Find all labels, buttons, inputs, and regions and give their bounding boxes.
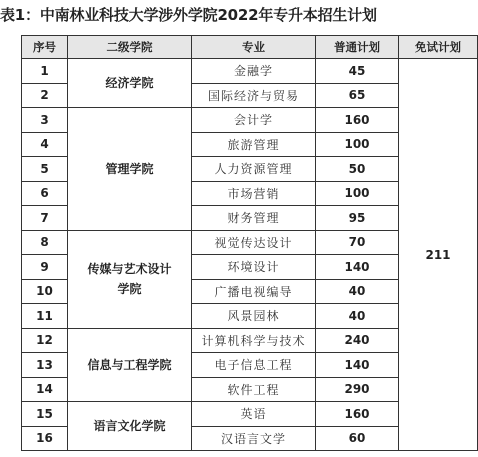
major-cell: 电子信息工程 bbox=[192, 353, 316, 378]
exempt-total-cell: 211 bbox=[399, 59, 478, 451]
row-no: 14 bbox=[22, 377, 68, 402]
major-cell: 国际经济与贸易 bbox=[192, 83, 316, 108]
plan-cell: 160 bbox=[316, 108, 399, 133]
major-cell: 软件工程 bbox=[192, 377, 316, 402]
major-cell: 广播电视编导 bbox=[192, 279, 316, 304]
college-cell: 语言文化学院 bbox=[68, 402, 192, 451]
row-no: 10 bbox=[22, 279, 68, 304]
major-cell: 会计学 bbox=[192, 108, 316, 133]
college-cell: 传媒与艺术设计学院 bbox=[68, 230, 192, 328]
plan-cell: 95 bbox=[316, 206, 399, 231]
row-no: 3 bbox=[22, 108, 68, 133]
row-no: 4 bbox=[22, 132, 68, 157]
plan-cell: 40 bbox=[316, 279, 399, 304]
row-no: 13 bbox=[22, 353, 68, 378]
row-no: 1 bbox=[22, 59, 68, 84]
major-cell: 财务管理 bbox=[192, 206, 316, 231]
major-cell: 汉语言文学 bbox=[192, 426, 316, 451]
row-no: 5 bbox=[22, 157, 68, 182]
header-regular-plan: 普通计划 bbox=[316, 36, 399, 59]
plan-cell: 140 bbox=[316, 353, 399, 378]
major-cell: 风景园林 bbox=[192, 304, 316, 329]
plan-cell: 40 bbox=[316, 304, 399, 329]
enrollment-plan-table bbox=[21, 35, 478, 451]
plan-cell: 100 bbox=[316, 181, 399, 206]
row-no: 8 bbox=[22, 230, 68, 255]
plan-cell: 60 bbox=[316, 426, 399, 451]
major-cell: 视觉传达设计 bbox=[192, 230, 316, 255]
major-cell: 计算机科学与技术 bbox=[192, 328, 316, 353]
header-major: 专业 bbox=[192, 36, 316, 59]
header-row bbox=[22, 36, 478, 59]
row-no: 16 bbox=[22, 426, 68, 451]
plan-cell: 240 bbox=[316, 328, 399, 353]
plan-cell: 70 bbox=[316, 230, 399, 255]
plan-cell: 290 bbox=[316, 377, 399, 402]
row-no: 11 bbox=[22, 304, 68, 329]
plan-cell: 140 bbox=[316, 255, 399, 280]
table-row bbox=[22, 59, 478, 84]
row-no: 6 bbox=[22, 181, 68, 206]
row-no: 7 bbox=[22, 206, 68, 231]
college-cell: 信息与工程学院 bbox=[68, 328, 192, 402]
major-cell: 旅游管理 bbox=[192, 132, 316, 157]
major-cell: 环境设计 bbox=[192, 255, 316, 280]
header-no: 序号 bbox=[22, 36, 68, 59]
major-cell: 市场营销 bbox=[192, 181, 316, 206]
plan-cell: 65 bbox=[316, 83, 399, 108]
header-exempt-plan: 免试计划 bbox=[399, 36, 478, 59]
major-cell: 人力资源管理 bbox=[192, 157, 316, 182]
plan-cell: 45 bbox=[316, 59, 399, 84]
table-title: 表1：中南林业科技大学涉外学院2022年专升本招生计划 bbox=[0, 6, 377, 24]
row-no: 15 bbox=[22, 402, 68, 427]
major-cell: 金融学 bbox=[192, 59, 316, 84]
college-cell: 经济学院 bbox=[68, 59, 192, 108]
plan-cell: 50 bbox=[316, 157, 399, 182]
major-cell: 英语 bbox=[192, 402, 316, 427]
row-no: 12 bbox=[22, 328, 68, 353]
header-college: 二级学院 bbox=[68, 36, 192, 59]
plan-cell: 160 bbox=[316, 402, 399, 427]
plan-cell: 100 bbox=[316, 132, 399, 157]
row-no: 9 bbox=[22, 255, 68, 280]
college-cell: 管理学院 bbox=[68, 108, 192, 231]
row-no: 2 bbox=[22, 83, 68, 108]
